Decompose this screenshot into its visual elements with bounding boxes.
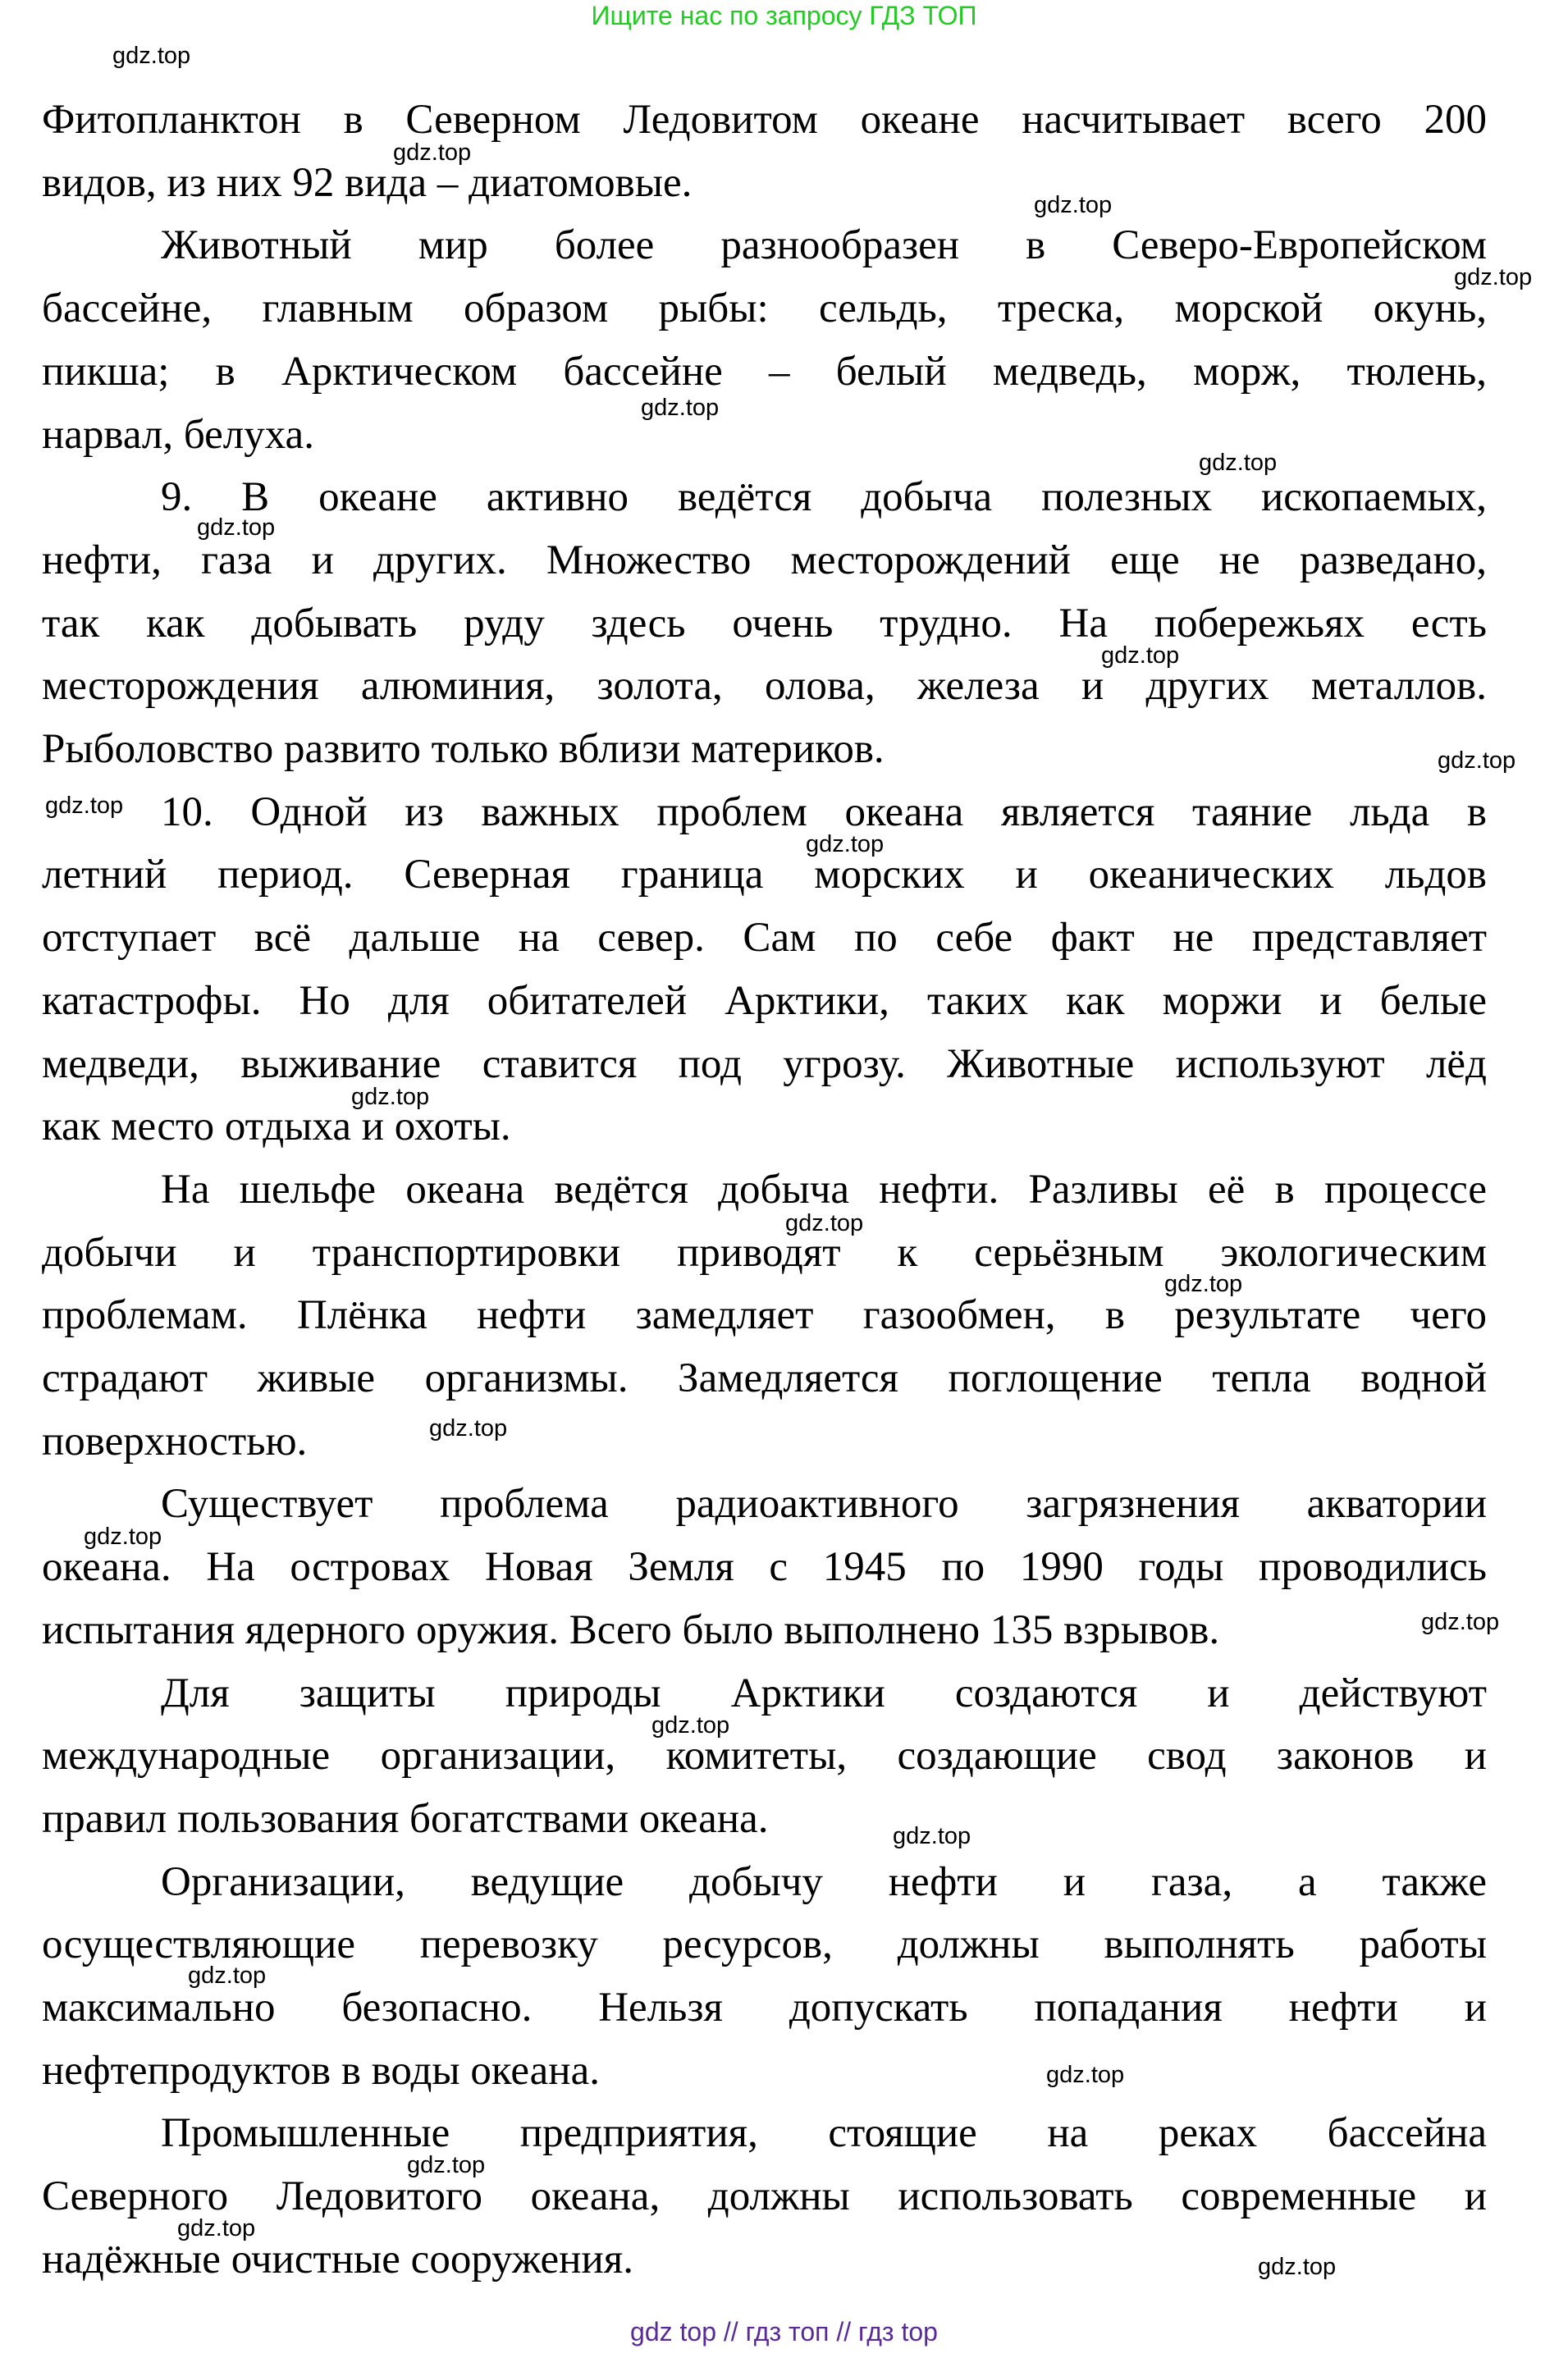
- text-line: нарвал, белуха.: [42, 411, 314, 458]
- gdz-watermark: gdz.top: [1438, 747, 1516, 774]
- gdz-watermark: gdz.top: [112, 43, 191, 69]
- gdz-watermark: gdz.top: [1034, 192, 1113, 218]
- text-line: На шельфе океана ведётся добыча нефти. Разливы её в процессе: [161, 1166, 1487, 1213]
- gdz-watermark: gdz.top: [1199, 450, 1278, 476]
- text-line: Фитопланктон в Северном Ледовитом океане насчитывает всего 200: [42, 97, 1487, 143]
- text-line: медведи, выживание ставится под угрозу. Животные используют лёд: [42, 1040, 1487, 1087]
- gdz-watermark: gdz.top: [197, 514, 276, 541]
- gdz-watermark: gdz.top: [393, 139, 472, 166]
- gdz-watermark: gdz.top: [45, 793, 124, 819]
- text-line: месторождения алюминия, золота, олова, железа и других металлов.: [42, 663, 1487, 710]
- gdz-watermark: gdz.top: [1046, 2062, 1125, 2088]
- text-line: бассейне, главным образом рыбы: сельдь, треска, морской окунь,: [42, 286, 1487, 332]
- gdz-watermark: gdz.top: [1101, 642, 1180, 669]
- gdz-watermark: gdz.top: [429, 1415, 508, 1442]
- text-line: отступает всё дальше на север. Сам по себе факт не представляет: [42, 915, 1487, 962]
- text-line: Для защиты природы Арктики создаются и действуют: [161, 1670, 1487, 1716]
- gdz-watermark: gdz.top: [806, 831, 885, 857]
- gdz-watermark: gdz.top: [1164, 1271, 1243, 1297]
- text-line: страдают живые организмы. Замедляется поглощение тепла водной: [42, 1355, 1487, 1401]
- text-line: Существует проблема радиоактивного загрязнения акватории: [161, 1481, 1487, 1528]
- text-line: Северного Ледовитого океана, должны использовать современные и: [42, 2173, 1487, 2220]
- text-line: пикша; в Арктическом бассейне – белый медведь, морж, тюлень,: [42, 348, 1487, 395]
- text-line: Рыболовство развито только вблизи материков.: [42, 726, 885, 772]
- text-line: видов, из них 92 вида – диатомовые.: [42, 159, 693, 206]
- text-line: 9. В океане активно ведётся добыча полезных ископаемых,: [161, 474, 1487, 521]
- text-line: испытания ядерного оружия. Всего было выполнено 135 взрывов.: [42, 1606, 1220, 1653]
- gdz-watermark: gdz.top: [651, 1712, 730, 1739]
- gdz-watermark: gdz.top: [785, 1210, 864, 1236]
- text-line: добычи и транспортировки приводят к серьёзным экологическим: [42, 1229, 1487, 1276]
- text-line: катастрофы. Но для обитателей Арктики, таких как моржи и белые: [42, 977, 1487, 1024]
- gdz-watermark: gdz.top: [84, 1524, 162, 1550]
- text-line: Организации, ведущие добычу нефти и газа, а также: [161, 1858, 1487, 1905]
- text-line: 10. Одной из важных проблем океана является таяние льда в: [161, 788, 1487, 835]
- gdz-watermark: gdz.top: [351, 1084, 430, 1110]
- text-line: проблемам. Плёнка нефти замедляет газообмен, в результате чего: [42, 1292, 1487, 1339]
- gdz-watermark: gdz.top: [641, 395, 720, 421]
- gdz-watermark: gdz.top: [1454, 264, 1533, 290]
- text-line: нефти, газа и других. Множество месторождений еще не разведано,: [42, 537, 1487, 583]
- text-line: Животный мир более разнообразен в Северо-Европейском: [161, 222, 1487, 269]
- text-line: как место отдыха и охоты.: [42, 1104, 511, 1150]
- text-line: океана. На островах Новая Земля с 1945 по 1990 годы проводились: [42, 1544, 1487, 1591]
- gdz-watermark: gdz.top: [188, 1963, 267, 1989]
- text-line: так как добывать руду здесь очень трудно. На побережьях есть: [42, 600, 1487, 647]
- gdz-watermark: gdz.top: [1258, 2254, 1337, 2280]
- text-line: правил пользования богатствами океана.: [42, 1795, 769, 1842]
- text-line: Промышленные предприятия, стоящие на реках бассейна: [161, 2110, 1487, 2157]
- gdz-watermark: gdz.top: [177, 2215, 256, 2241]
- text-line: осуществляющие перевозку ресурсов, должны выполнять работы: [42, 1921, 1487, 1968]
- text-line: летний период. Северная граница морских и океанических льдов: [42, 852, 1487, 898]
- gdz-watermark: gdz.top: [893, 1823, 971, 1849]
- gdz-watermark: gdz.top: [1421, 1609, 1500, 1635]
- gdz-watermark: gdz.top: [407, 2152, 486, 2178]
- footer-watermark: gdz top // гдз топ // гдз top: [630, 2317, 938, 2346]
- text-line: максимально безопасно. Нельзя допускать попадания нефти и: [42, 1985, 1487, 2031]
- text-line: международные организации, комитеты, создающие свод законов и: [42, 1733, 1487, 1780]
- text-line: поверхностью.: [42, 1418, 308, 1465]
- text-line: надёжные очистные сооружения.: [42, 2236, 633, 2282]
- search-promo-banner: Ищите нас по запросу ГДЗ ТОП: [591, 1, 977, 30]
- text-line: нефтепродуктов в воды океана.: [42, 2047, 600, 2094]
